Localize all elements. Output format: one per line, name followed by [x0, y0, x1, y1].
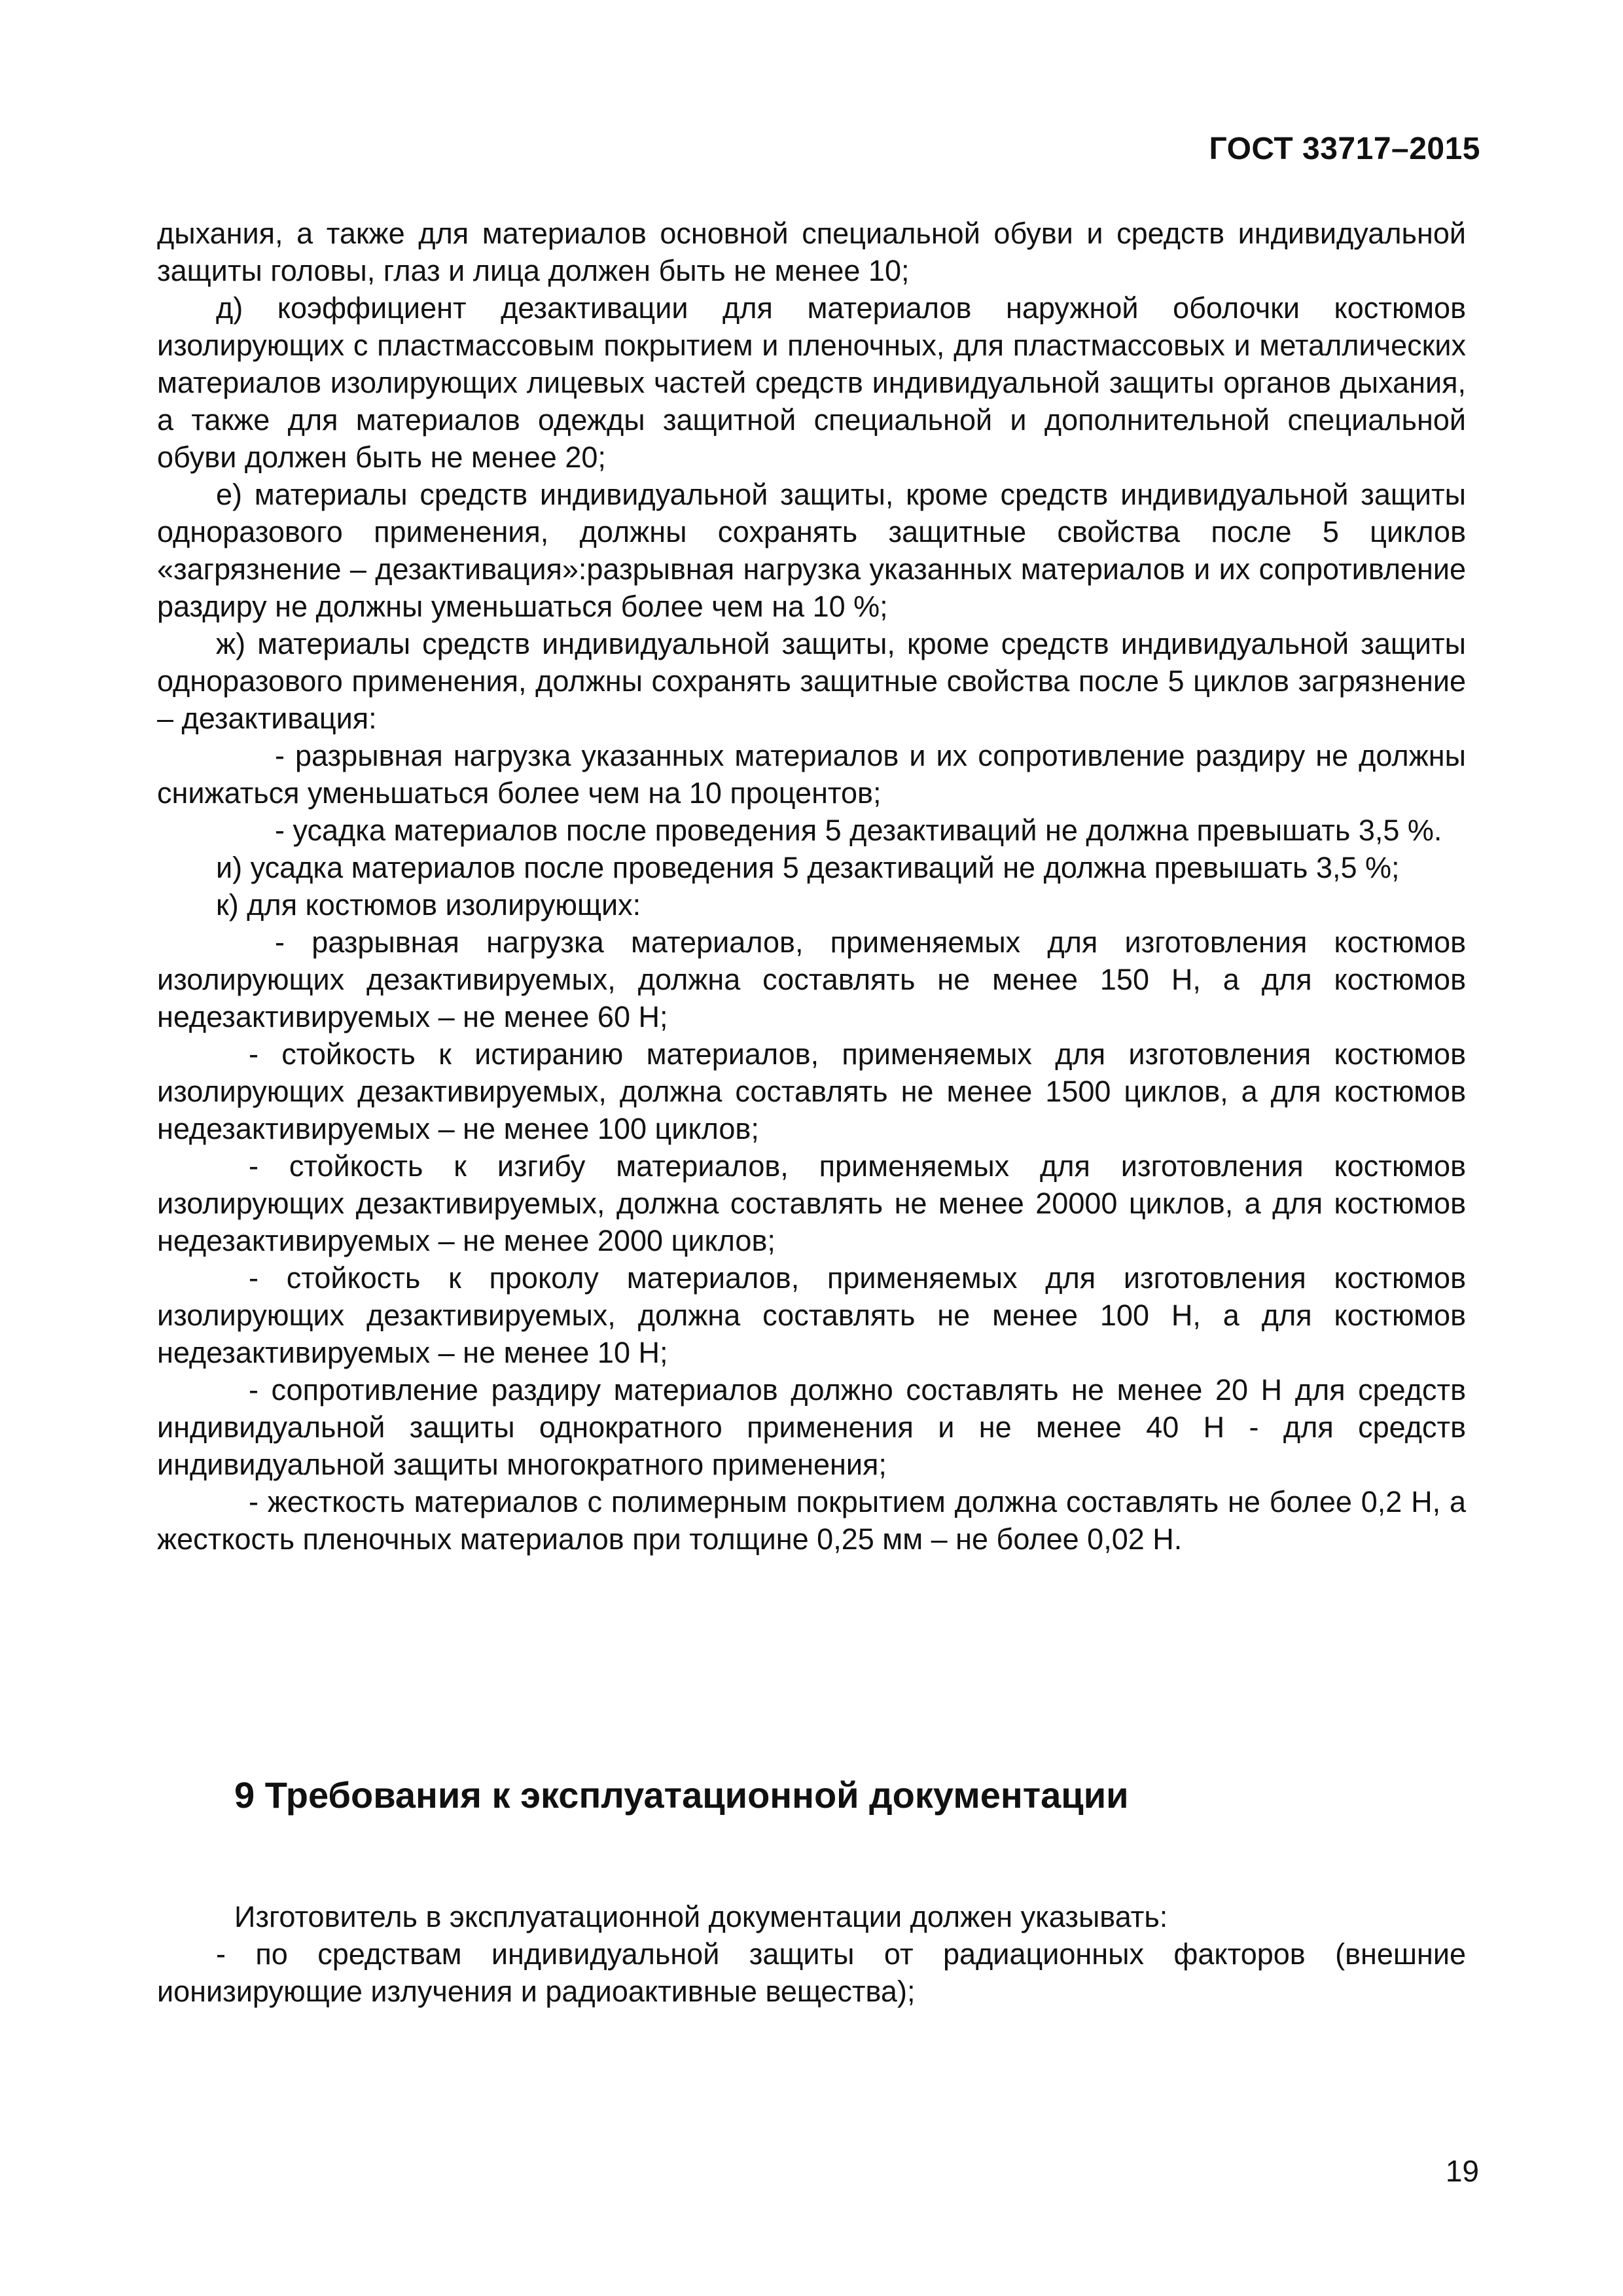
paragraph-d: д) коэффициент дезактивации для материалов наружной оболочки костюмов изолирующих с пластмассовым покрытием и пленочных, для пластмассовых и металлических материалов изолирующих лицевых частей средств индивидуальной защиты органов дыхания, а также для материалов одежды защитной специальной и дополнительной специальной обуви должен быть не менее 20;	[157, 291, 1466, 474]
paragraph-zh-item-2: - усадка материалов после проведения 5 дезактиваций не должна превышать 3,5 %.	[275, 814, 1442, 847]
paragraph-k-item-6: - жесткость материалов с полимерным покрытием должна составлять не более 0,2 Н, а жесткость пленочных материалов при толщине 0,25 мм – не более 0,02 Н.	[157, 1485, 1466, 1556]
paragraph-k-item-2: - стойкость к истиранию материалов, применяемых для изготовления костюмов изолирующих дезактивируемых, должна составлять не менее 1500 циклов, а для костюмов недезактивируемых – не менее 100 циклов;	[157, 1037, 1466, 1145]
paragraph-continuation: дыхания, а также для материалов основной специальной обуви и средств индивидуальной защиты головы, глаз и лица должен быть не менее 10;	[157, 217, 1466, 287]
paragraph-i: и) усадка материалов после проведения 5 дезактиваций не должна превышать 3,5 %;	[216, 851, 1400, 884]
section-intro: Изготовитель в эксплуатационной документации должен указывать:	[234, 1900, 1168, 1933]
document-code: ГОСТ 33717–2015	[1209, 132, 1480, 166]
section-heading: 9 Требования к эксплуатационной документации	[234, 1774, 1129, 1816]
paragraph-k-item-1: - разрывная нагрузка материалов, применяемых для изготовления костюмов изолирующих дезактивируемых, должна составлять не менее 150 Н, а для костюмов недезактивируемых – не менее 60 Н;	[157, 925, 1466, 1033]
paragraph-zh: ж) материалы средств индивидуальной защиты, кроме средств индивидуальной защиты одноразового применения, должны сохранять защитные свойства после 5 циклов загрязнение – дезактивация:	[157, 627, 1466, 735]
paragraph-e: е) материалы средств индивидуальной защиты, кроме средств индивидуальной защиты одноразового применения, должны сохранять защитные свойства после 5 циклов «загрязнение – дезактивация»:разрывная нагрузка указанных материалов и их сопротивление раздиру не должны уменьшаться более чем на 10 %;	[157, 478, 1466, 623]
section-item-1: - по средствам индивидуальной защиты от радиационных факторов (внешние ионизирующие излучения и радиоактивные вещества);	[157, 1937, 1466, 2008]
body-text	[157, 215, 1466, 1558]
paragraph-zh-item-1: - разрывная нагрузка указанных материалов и их сопротивление раздиру не должны снижаться уменьшаться более чем на 10 процентов;	[157, 739, 1466, 810]
page-number: 19	[1445, 2154, 1479, 2188]
paragraph-k-item-5: - сопротивление раздиру материалов должно составлять не менее 20 Н для средств индивидуальной защиты однократного применения и не менее 40 Н - для средств индивидуальной защиты многократного применения;	[157, 1373, 1466, 1481]
paragraph-k: к) для костюмов изолирующих:	[216, 888, 641, 922]
section-body	[157, 1898, 1466, 2010]
paragraph-k-item-3: - стойкость к изгибу материалов, применяемых для изготовления костюмов изолирующих дезактивируемых, должна составлять не менее 20000 циклов, а для костюмов недезактивируемых – не менее 2000 циклов;	[157, 1149, 1466, 1257]
paragraph-k-item-4: - стойкость к проколу материалов, применяемых для изготовления костюмов изолирующих дезактивируемых, должна составлять не менее 100 Н, а для костюмов недезактивируемых – не менее 10 Н;	[157, 1261, 1466, 1369]
